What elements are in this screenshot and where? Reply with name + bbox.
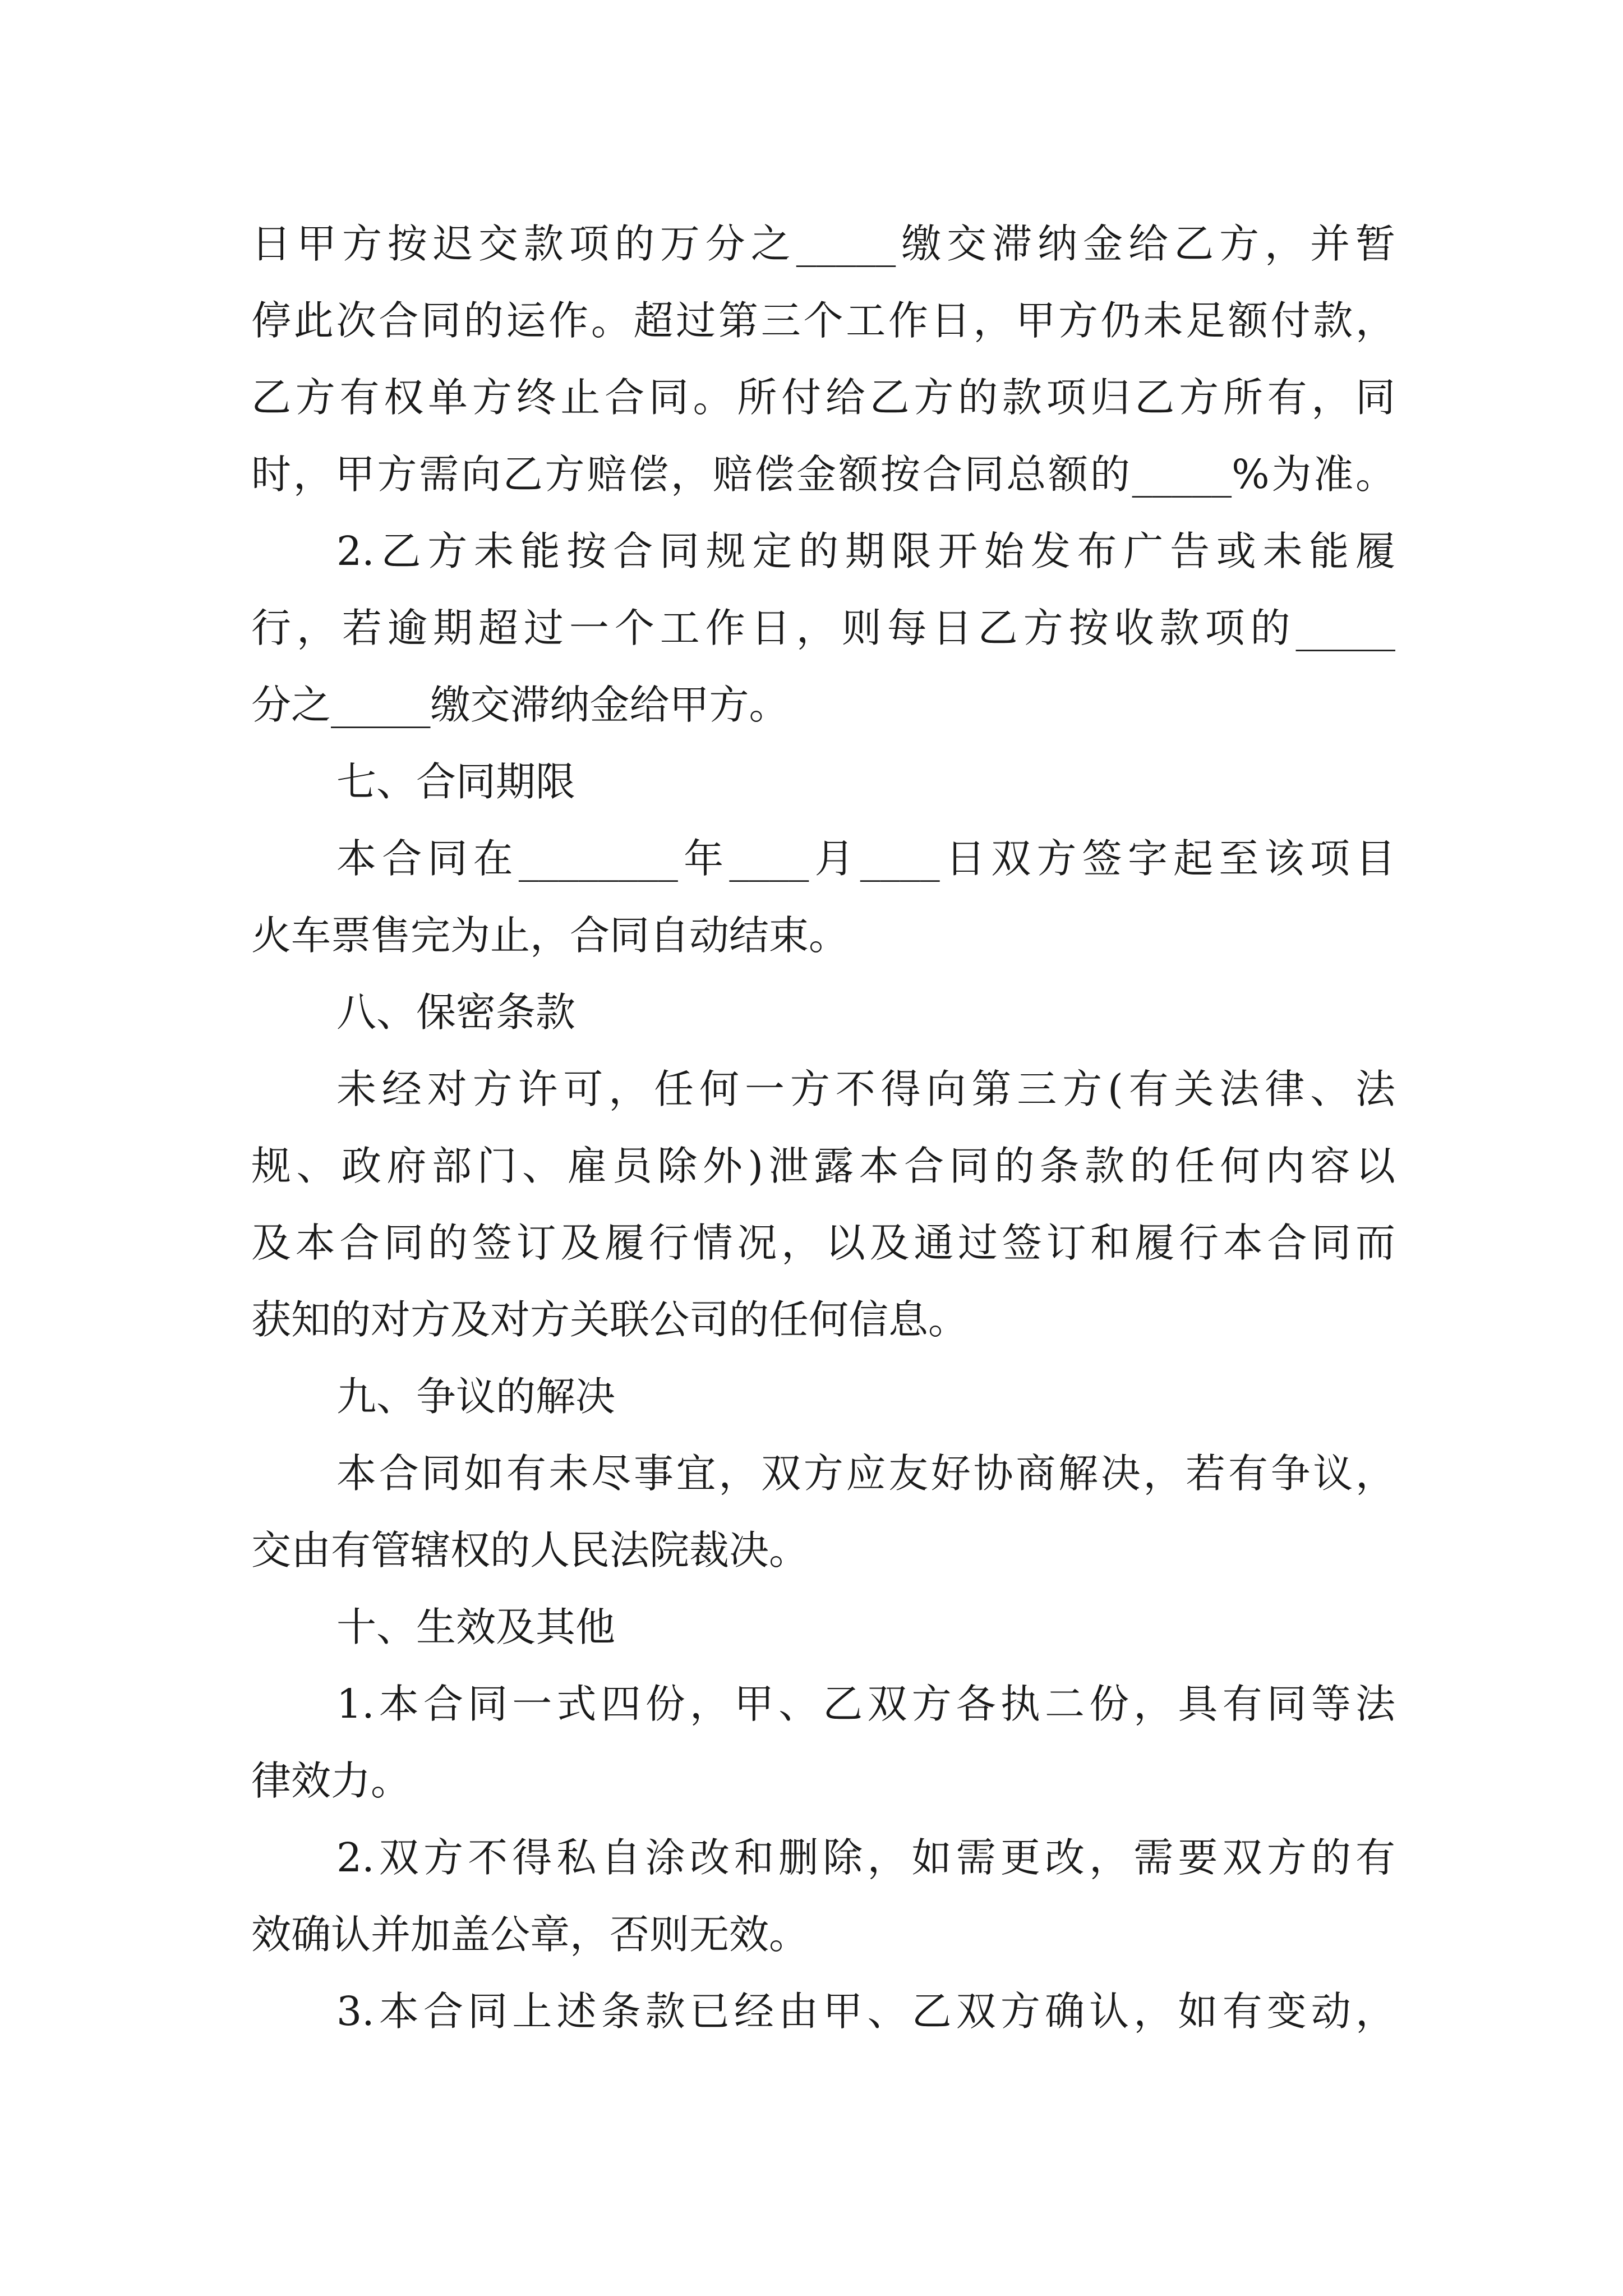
text-line: 律效力。 [251,1757,411,1804]
text-line: 1.本合同一式四份，甲、乙双方各执二份，具有同等法 [336,1681,1395,1727]
section-heading: 七、合同期限 [336,758,576,805]
text-line: 交由有管辖权的人民法院裁决。 [251,1527,809,1573]
text-line: 本合同如有未尽事宜，双方应友好协商解决，若有争议， [336,1450,1395,1497]
text-line: 本合同在________年____月____日双方签字起至该项目 [336,835,1395,882]
text-line: 未经对方许可，任何一方不得向第三方(有关法律、法 [336,1066,1395,1112]
text-line: 效确认并加盖公章，否则无效。 [251,1911,809,1958]
text-line: 规、政府部门、雇员除外)泄露本合同的条款的任何内容以 [251,1143,1395,1189]
text-line: 2.双方不得私自涂改和删除，如需更改，需要双方的有 [336,1834,1395,1881]
text-line: 火车票售完为止，合同自动结束。 [251,912,849,959]
text-line: 分之_____缴交滞纳金给甲方。 [251,682,789,728]
text-line: 日甲方按迟交款项的万分之_____缴交滞纳金给乙方，并暂 [251,220,1395,267]
text-line: 获知的对方及对方关联公司的任何信息。 [251,1296,969,1343]
text-line: 2.乙方未能按合同规定的期限开始发布广告或未能履 [336,528,1395,574]
section-heading: 十、生效及其他 [336,1604,616,1650]
text-line: 停此次合同的运作。超过第三个工作日，甲方仍未足额付款， [251,297,1395,344]
section-heading: 八、保密条款 [336,989,576,1036]
text-line: 乙方有权单方终止合同。所付给乙方的款项归乙方所有，同 [251,374,1395,421]
text-line: 及本合同的签订及履行情况，以及通过签订和履行本合同而 [251,1220,1395,1266]
text-line: 时，甲方需向乙方赔偿，赔偿金额按合同总额的_____%为准。 [251,451,1395,498]
text-line: 3.本合同上述条款已经由甲、乙双方确认，如有变动， [336,1988,1395,2035]
section-heading: 九、争议的解决 [336,1373,616,1420]
text-line: 行，若逾期超过一个工作日，则每日乙方按收款项的_____ [251,605,1395,651]
